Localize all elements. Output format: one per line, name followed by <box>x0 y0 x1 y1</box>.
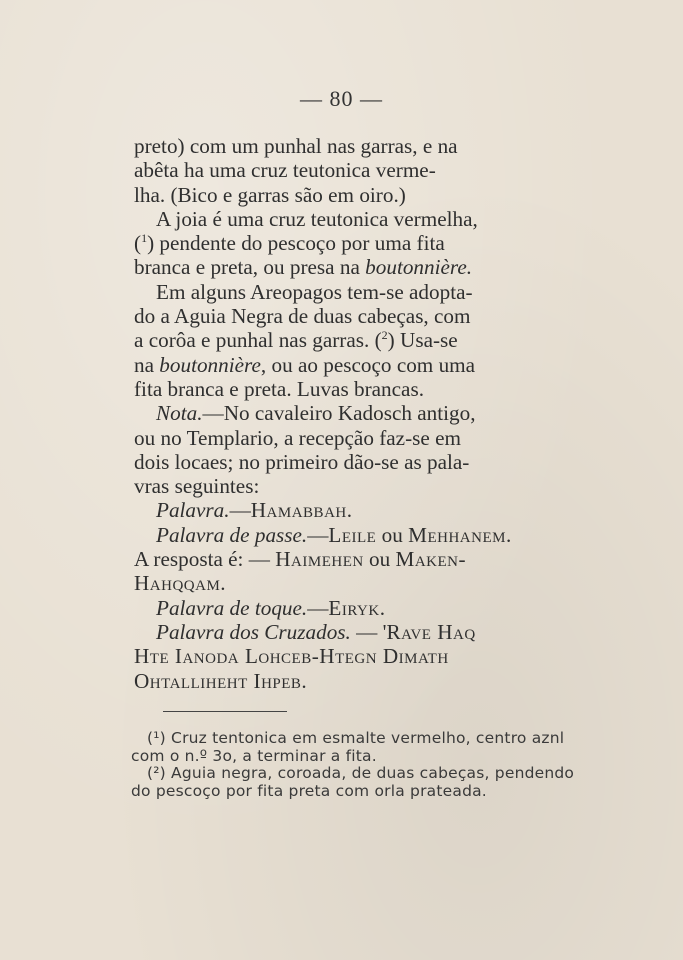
text-span: — ' <box>350 619 387 644</box>
footnote-text: Cruz tentonica em esmalte vermelho, centro aznl <box>165 729 565 747</box>
italic-term: Palavra dos Cruzados. <box>156 619 351 644</box>
text-line <box>134 207 604 231</box>
italic-term: Palavra. <box>156 498 230 523</box>
password-word: Leile <box>328 522 377 547</box>
footnote-text: do pescoço por fita preta com orla prateada. <box>131 781 487 800</box>
password-word: Rave Haq <box>386 619 476 644</box>
text-line <box>134 547 604 571</box>
text-line <box>134 401 604 425</box>
text-span: do a Aguia Negra de duas cabeças, com <box>134 304 471 329</box>
text-span: lha. (Bico e garras são em oiro.) <box>134 182 406 207</box>
text-line <box>134 620 604 644</box>
footnote-1-marker: (¹) <box>147 729 166 747</box>
footnote-2-marker: (²) <box>147 764 166 783</box>
password-word: Eiryk. <box>328 595 386 620</box>
text-span: Em alguns Areopagos tem-se adopta- <box>156 279 473 304</box>
text-span: branca e preta, ou presa na <box>134 255 366 280</box>
footnote-2-line <box>131 783 601 801</box>
password-word: Mehhanem. <box>408 522 512 547</box>
text-span: ou no Templario, a recepção faz-se em <box>134 425 461 450</box>
password-word: Hahqqam. <box>134 571 227 596</box>
text-span: preto) com um punhal nas garras, e na <box>134 134 458 158</box>
italic-term: Palavra de toque. <box>156 595 308 620</box>
footnote-ref-close: ) <box>147 231 155 256</box>
text-line <box>134 158 604 182</box>
text-line <box>134 231 604 255</box>
password-word: Maken- <box>395 547 467 572</box>
footnote-ref-open: ( <box>134 231 142 256</box>
footnote-2-line <box>131 765 601 783</box>
text-line <box>134 669 604 693</box>
text-line <box>134 377 604 401</box>
body-text <box>134 134 604 693</box>
text-span: ) Usa-se <box>387 328 458 353</box>
password-word: Hamabbah. <box>250 498 353 523</box>
footnotes <box>131 730 601 800</box>
italic-term: boutonnière <box>159 352 261 377</box>
page-number: — 80 — <box>300 86 383 111</box>
footnote-ref-2: 2 <box>381 328 388 343</box>
password-word: Haimehen <box>275 547 364 572</box>
text-span: ou <box>363 547 396 572</box>
text-line <box>134 328 604 352</box>
text-line <box>134 644 604 668</box>
text-line <box>134 426 604 450</box>
text-line <box>134 596 604 620</box>
text-span: — <box>307 522 329 547</box>
footnote-ref-1: 1 <box>141 231 148 246</box>
footnote-divider <box>163 711 287 712</box>
text-span: A joia é uma cruz teutonica vermelha, <box>156 206 478 231</box>
text-span: pendente do pescoço por uma fita <box>154 231 445 256</box>
footnote-1-line <box>131 730 601 748</box>
footnote-text: com o n.º 3o, a terminar a fita. <box>131 746 377 765</box>
text-span: A resposta é: — <box>134 547 276 572</box>
text-span: fita branca e preta. Luvas brancas. <box>134 376 424 401</box>
text-line <box>134 280 604 304</box>
text-line <box>134 571 604 595</box>
text-span: abêta ha uma cruz teutonica verme- <box>134 158 436 183</box>
italic-term: Palavra de passe. <box>156 522 308 547</box>
text-line <box>134 523 604 547</box>
text-span: vras seguintes: <box>134 474 260 499</box>
text-span: , ou ao pescoço com uma <box>260 352 476 377</box>
text-span: —No cavaleiro Kadosch antigo, <box>202 401 476 426</box>
text-span: — <box>229 498 251 523</box>
text-line <box>134 183 604 207</box>
password-word: Ohtalliheht Ihpeb. <box>134 668 308 693</box>
text-line <box>134 255 604 279</box>
text-line <box>134 353 604 377</box>
text-span: — <box>307 595 329 620</box>
italic-term: boutonnière. <box>365 255 473 280</box>
password-word: Hte Ianoda Lohceb-Htegn Dimath <box>134 644 449 669</box>
text-line <box>134 304 604 328</box>
text-line <box>134 134 604 158</box>
text-line <box>134 474 604 498</box>
text-line <box>134 450 604 474</box>
italic-term: Nota. <box>156 401 203 426</box>
text-span: na <box>134 352 160 377</box>
text-span: dois locaes; no primeiro dão-se as pala- <box>134 449 470 474</box>
text-line <box>134 498 604 522</box>
text-span: a corôa e punhal nas garras. ( <box>134 328 382 353</box>
footnote-1-line <box>131 748 601 766</box>
footnote-text: Aguia negra, coroada, de duas cabeças, pendendo <box>165 764 575 783</box>
text-span: ou <box>376 522 409 547</box>
